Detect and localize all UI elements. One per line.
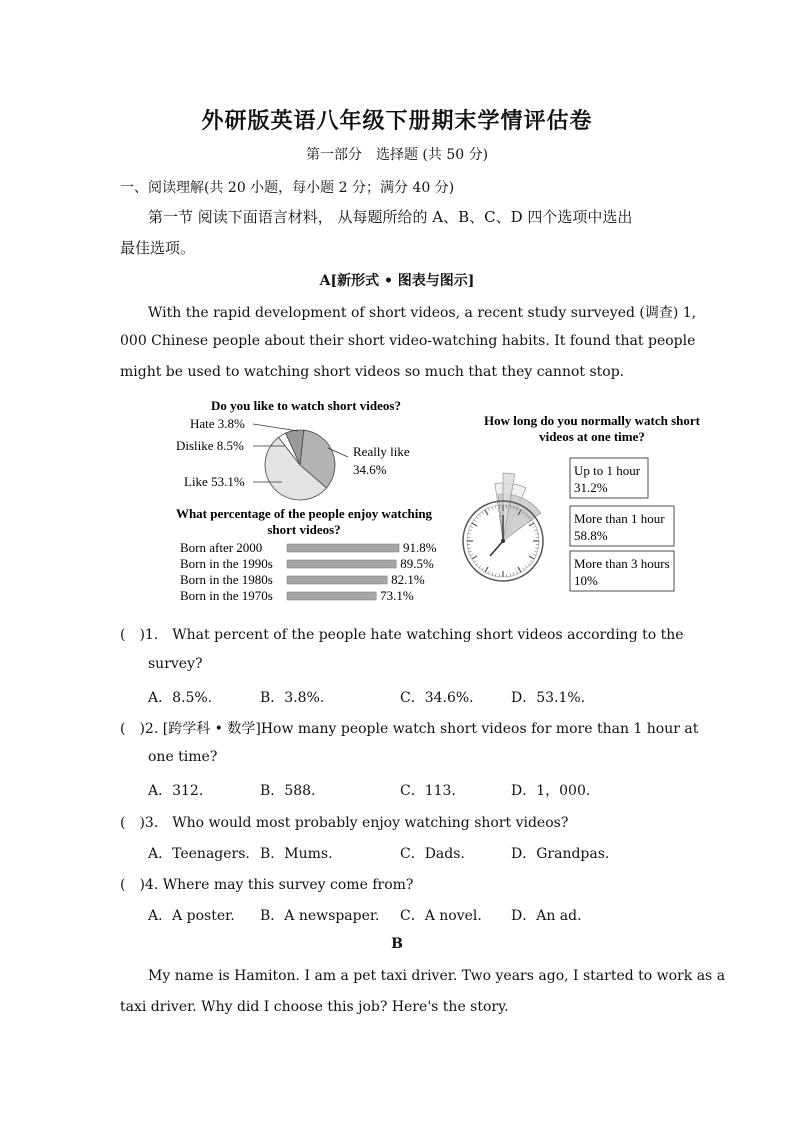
bar-category-label: Born in the 1980s <box>180 572 273 587</box>
question-4-stem: ( )4. Where may this survey come from? <box>120 877 414 893</box>
clock-box-1-line-1: Up to 1 hour <box>574 463 641 478</box>
pie-title: Do you like to watch short videos? <box>211 398 401 413</box>
question-2-stem-cont: one time? <box>148 749 218 765</box>
question-1 <box>120 624 684 644</box>
clock-tick <box>470 526 473 527</box>
clock-hour-hand <box>490 541 503 556</box>
clock-tick <box>510 573 511 576</box>
clock-box-3-line-1: More than 3 hours <box>574 556 670 571</box>
clock-tick <box>528 563 530 565</box>
clock-tick <box>488 508 489 511</box>
clock-tick <box>530 560 532 562</box>
clock-box-2-line-2: 58.8% <box>574 528 608 543</box>
q1-option-b[interactable]: B．3.8%. <box>260 690 325 706</box>
q1-option-d[interactable]: D．53.1%. <box>511 690 586 706</box>
clock-chart <box>463 413 700 591</box>
q1-option-a[interactable]: A．8.5%. <box>148 690 213 706</box>
clock-tick <box>476 563 478 565</box>
q3-option-c[interactable]: C．Dads. <box>400 846 465 862</box>
clock-box-1 <box>570 458 648 498</box>
clock-tick <box>482 568 484 570</box>
clock-tick <box>496 506 497 509</box>
clock-tick <box>533 554 536 555</box>
bar-title-line-2: short videos? <box>267 522 341 537</box>
bar <box>287 544 399 552</box>
section-heading: 一、阅读理解(共 20 小题，每小题 2 分；满分 40 分) <box>120 180 455 196</box>
clock-tick <box>522 568 524 570</box>
pie-label-really-like-value: 34.6% <box>353 462 387 477</box>
bar <box>287 592 376 600</box>
clock-tick <box>470 554 473 555</box>
q3-option-b[interactable]: B．Mums. <box>260 846 333 862</box>
bar-value-label: 82.1% <box>391 572 425 587</box>
clock-tick <box>485 510 488 515</box>
q4-option-d[interactable]: D．An ad. <box>511 908 582 924</box>
clock-tick <box>468 548 471 549</box>
bar-chart <box>176 506 437 603</box>
clock-tick <box>492 572 493 575</box>
bar-title-line-1: What percentage of the people enjoy watching <box>175 506 433 521</box>
clock-tick <box>535 534 538 535</box>
bar-value-label: 91.8% <box>402 540 437 555</box>
clock-tick <box>533 526 536 527</box>
clock-tick <box>472 556 477 559</box>
clock-tick <box>529 556 534 559</box>
clock-tick <box>474 520 476 522</box>
clock-tick <box>496 573 497 576</box>
bar-category-label: Born in the 1970s <box>180 588 273 603</box>
question-2-stem: ( )2. [跨学科 • 数学]How many people watch short videos for more than 1 hour at <box>120 721 699 737</box>
clock-tick <box>492 507 493 510</box>
clock-tick <box>474 560 476 562</box>
question-3-stem: ( )3. Who would most probably enjoy watching short videos? <box>120 815 569 831</box>
instruction-line-2: 最佳选项。 <box>120 239 196 257</box>
clock-tick <box>518 567 521 572</box>
survey-figure <box>160 390 700 610</box>
page-title: 外研版英语八年级下册期末学情评估卷 <box>201 108 593 134</box>
passage-a-line-1 <box>148 302 697 322</box>
clock-center <box>501 539 505 543</box>
passage-a-line-1-text: With the rapid development of short videos, a recent study surveyed (调查) 1, <box>148 305 697 321</box>
clock-tick <box>534 551 537 552</box>
clock-tick <box>516 571 517 574</box>
clock-tick <box>472 523 477 526</box>
passage-a-heading: A[新形式 • 图表与图示] <box>319 273 475 289</box>
q2-option-c[interactable]: C．113. <box>400 783 456 799</box>
passage-b-line-2: taxi driver. Why did I choose this job? Here's the story. <box>120 999 509 1015</box>
bar <box>287 576 387 584</box>
question-1-stem: ( )1. What percent of the people hate watching short videos according to the <box>120 627 684 643</box>
clock-tick <box>534 530 537 531</box>
q2-option-d[interactable]: D．1，000. <box>511 783 591 799</box>
clock-box-1-line-2: 31.2% <box>574 480 608 495</box>
q4-option-c[interactable]: C．A novel. <box>400 908 482 924</box>
clock-title-line-2: videos at one time? <box>539 429 645 444</box>
clock-tick <box>485 567 488 572</box>
clock-tick <box>469 551 472 552</box>
clock-tick <box>469 530 472 531</box>
q1-option-c[interactable]: C．34.6%. <box>400 690 474 706</box>
bar-category-label: Born after 2000 <box>180 540 263 555</box>
q2-option-b[interactable]: B．588. <box>260 783 316 799</box>
pie-label-dislike: Dislike 8.5% <box>176 438 244 453</box>
clock-title-line-1: How long do you normally watch short <box>484 413 700 428</box>
pie-chart <box>176 398 410 500</box>
q2-option-a[interactable]: A．312. <box>148 783 204 799</box>
clock-tick <box>513 572 514 575</box>
part-heading: 第一部分 选择题 (共 50 分) <box>305 147 489 163</box>
question-1-stem-cont: survey? <box>148 656 203 672</box>
bar-category-label: Born in the 1990s <box>180 556 273 571</box>
clock-box-2 <box>570 506 674 546</box>
passage-a-line-3: might be used to watching short videos so much that they cannot stop. <box>120 364 625 380</box>
passage-a-line-2: 000 Chinese people about their short video-watching habits. It found that people <box>120 333 696 349</box>
clock-tick <box>476 517 478 519</box>
q3-option-d[interactable]: D．Grandpas. <box>511 846 610 862</box>
q4-option-b[interactable]: B．A newspaper. <box>260 908 380 924</box>
clock-box-2-line-1: More than 1 hour <box>574 511 665 526</box>
pie-label-like: Like 53.1% <box>184 474 245 489</box>
clock-tick <box>479 514 481 516</box>
clock-tick <box>482 512 484 514</box>
bar-value-label: 73.1% <box>380 588 414 603</box>
bar-value-label: 89.5% <box>400 556 434 571</box>
clock-tick <box>529 523 534 526</box>
passage-b-heading: B <box>391 936 403 952</box>
clock-box-3-line-2: 10% <box>574 573 598 588</box>
clock-tick <box>479 566 481 568</box>
clock-tick <box>535 548 538 549</box>
clock-box-3 <box>570 551 674 591</box>
clock-tick <box>525 566 527 568</box>
clock-tick <box>468 534 471 535</box>
passage-b-line-1: My name is Hamiton. I am a pet taxi driver. Two years ago, I started to work as a <box>148 968 726 984</box>
clock-tick <box>488 571 489 574</box>
instruction-line-1: 第一节 阅读下面语言材料， 从每题所给的 A、B、C、D 四个选项中选出 <box>148 208 633 226</box>
pie-label-hate: Hate 3.8% <box>190 416 245 431</box>
bar <box>287 560 396 568</box>
q4-option-a[interactable]: A．A poster. <box>148 908 235 924</box>
q3-option-a[interactable]: A．Teenagers. <box>148 846 250 862</box>
pie-label-really-like: Really like <box>353 444 410 459</box>
